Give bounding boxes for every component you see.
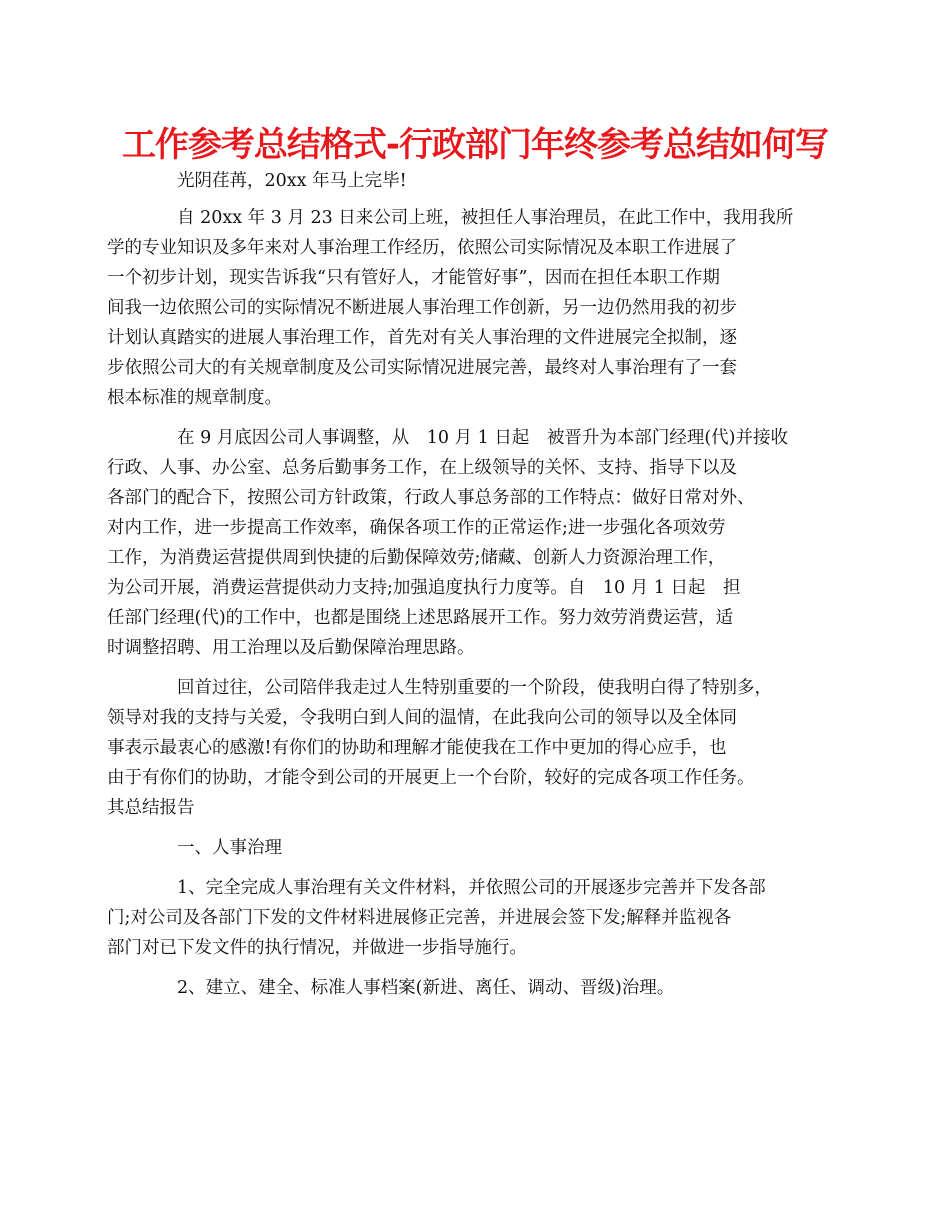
text-line: 根本标准的规章制度。 [107, 388, 282, 408]
text-line: 间我一边依照公司的实际情况不断进展人事治理工作创新，另一边仍然用我的初步 [107, 298, 737, 318]
paragraph [107, 873, 826, 963]
text-line: 由于有你们的协助，才能令到公司的开展更上一个台阶，较好的完成各项工作任务。 [107, 768, 755, 788]
text-line: 任部门经理(代)的工作中，也都是围绕上述思路展开工作。努力效劳消费运营，适 [107, 608, 734, 628]
paragraph [107, 673, 826, 823]
text-line: 自 20xx 年 3 月 23 日来公司上班，被担任人事治理员，在此工作中，我用我所 [177, 208, 794, 228]
text-line: 部门对已下发文件的执行情况，并做进一步指导施行。 [107, 938, 527, 958]
text-line: 工作，为消费运营提供周到快捷的后勤保障效劳;储藏、创新人力资源治理工作， [107, 548, 726, 568]
section-heading [142, 833, 826, 863]
text-line: 计划认真踏实的进展人事治理工作，首先对有关人事治理的文件进展完全拟制，逐 [107, 328, 737, 348]
paragraph [107, 423, 826, 663]
text-line: 一、人事治理 [177, 838, 282, 858]
text-line: 学的专业知识及多年来对人事治理工作经历，依照公司实际情况及本职工作进展了 [107, 238, 737, 258]
text-line: 在 9 月底因公司人事调整，从 10 月 1 日起 被晋升为本部门经理(代)并接收 [177, 428, 789, 448]
paragraph [107, 203, 826, 413]
text-line: 步依照公司大的有关规章制度及公司实际情况进展完善，最终对人事治理有了一套 [107, 358, 737, 378]
text-line: 对内工作，进一步提高工作效率，确保各项工作的正常运作;进一步强化各项效劳 [107, 518, 726, 538]
text-line: 门;对公司及各部门下发的文件材料进展修正完善，并进展会签下发;解释并监视各 [107, 908, 732, 928]
paragraph [142, 973, 826, 1003]
text-line: 事表示最衷心的感激!有你们的协助和理解才能使我在工作中更加的得心应手，也 [107, 738, 727, 758]
document-body [107, 166, 826, 1003]
text-line: 光阴荏苒，20xx 年马上完毕! [177, 171, 407, 191]
paragraph [142, 166, 826, 196]
text-line: 2、建立、建全、标准人事档案(新进、离任、调动、晋级)治理。 [177, 978, 675, 998]
text-line: 其总结报告 [107, 798, 195, 818]
text-line: 一个初步计划，现实告诉我“只有管好人，才能管好事”，因而在担任本职工作期 [107, 268, 720, 288]
text-line: 行政、人事、办公室、总务后勤事务工作，在上级领导的关怀、支持、指导下以及 [107, 458, 737, 478]
text-line: 1、完全完成人事治理有关文件材料，并依照公司的开展逐步完善并下发各部 [177, 878, 766, 898]
document-title: 工作参考总结格式-行政部门年终参考总结如何写 [121, 125, 829, 165]
text-line: 回首过往，公司陪伴我走过人生特别重要的一个阶段，使我明白得了特别多， [177, 678, 772, 698]
text-line: 各部门的配合下，按照公司方针政策，行政人事总务部的工作特点：做好日常对外、 [107, 488, 755, 508]
text-line: 为公司开展，消费运营提供动力支持;加强追度执行力度等。自 10 月 1 日起 担 [107, 578, 741, 598]
text-line: 领导对我的支持与关爱，令我明白到人间的温情，在此我向公司的领导以及全体同 [107, 708, 737, 728]
text-line: 时调整招聘、用工治理以及后勤保障治理思路。 [107, 638, 475, 658]
